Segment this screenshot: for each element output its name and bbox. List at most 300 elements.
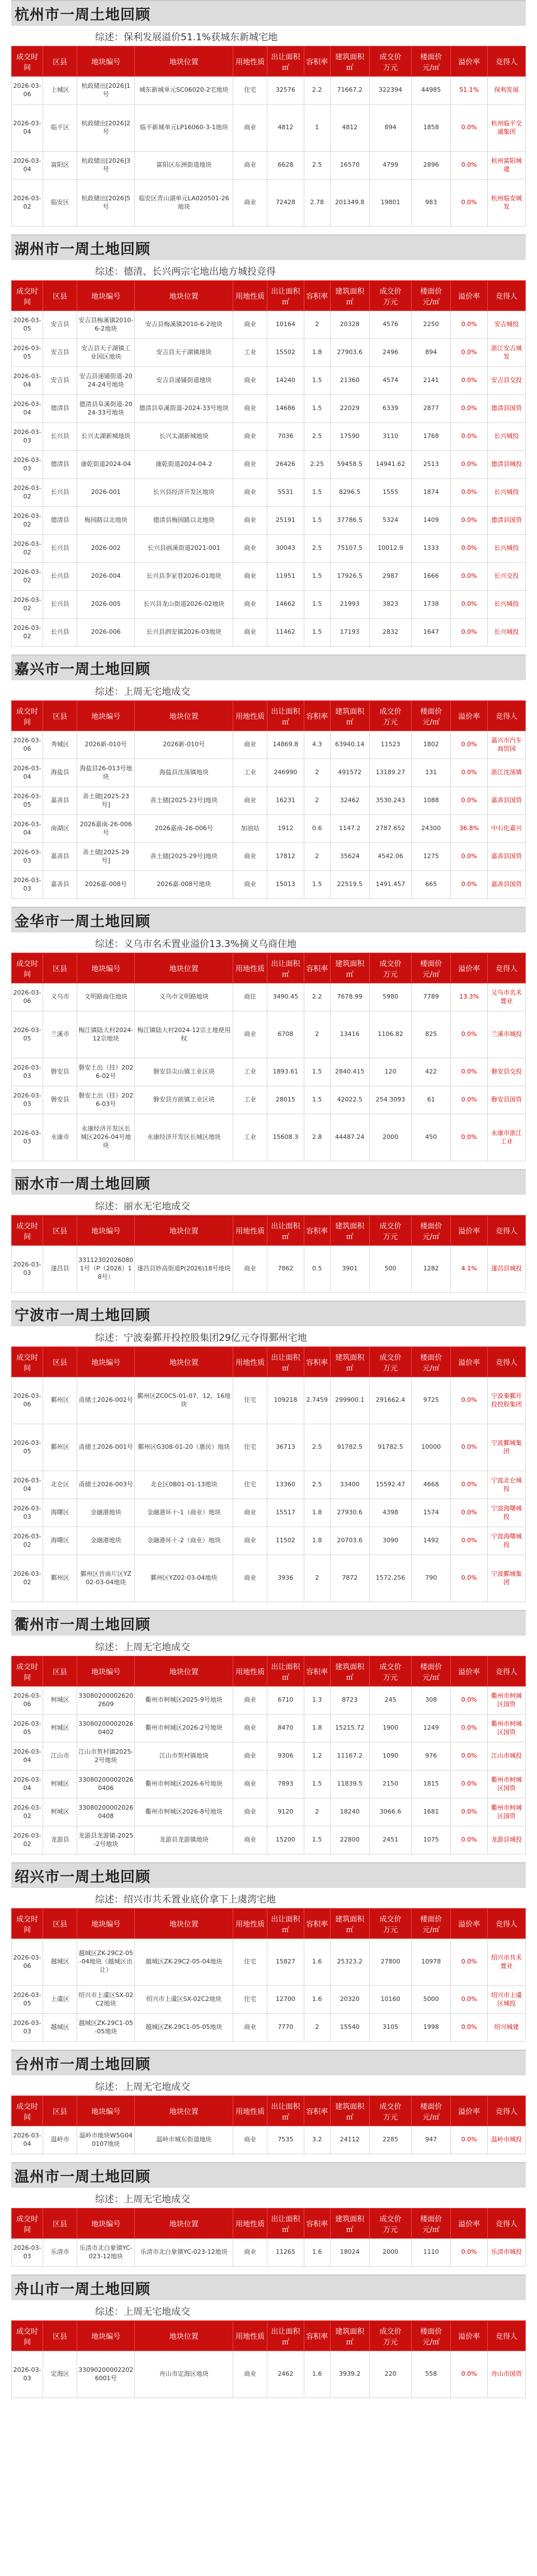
column-header: 用地性质: [233, 1909, 267, 1939]
table-cell: 11839.5: [330, 1770, 369, 1798]
column-header: 竞得人: [487, 701, 525, 731]
table-cell: 17193: [330, 619, 369, 647]
table-row: [12, 871, 526, 899]
table-row: [12, 1715, 526, 1743]
table-cell: 2026-03-03: [12, 1058, 43, 1086]
column-header: 竞得人: [487, 1216, 525, 1246]
table-cell: 工业: [233, 759, 267, 787]
table-cell: 乐清市城投: [487, 2239, 525, 2267]
column-unit: ㎡: [281, 1232, 289, 1241]
table-cell: 绍兴市上虞区SX-02C2地块: [77, 1986, 135, 2014]
table-cell: 976: [411, 1743, 450, 1770]
column-unit: 万元: [383, 2225, 398, 2234]
table-row: [12, 1770, 526, 1798]
table-cell: 59458.5: [330, 451, 369, 479]
land-table: [11, 953, 526, 1161]
table-cell: 中石化嘉兴: [487, 815, 525, 843]
column-unit: ㎡: [346, 2225, 354, 2234]
table-cell: 18240: [330, 1798, 369, 1826]
city-summary: 综述：义乌市名禾置业溢价13.3%摘义乌商住地: [95, 938, 297, 950]
table-cell: 1492: [411, 1527, 450, 1555]
table-cell: 商业: [233, 1798, 267, 1826]
table-cell: 德清县国资: [487, 507, 525, 535]
table-cell: 1.5: [304, 563, 330, 591]
table-cell: 1275: [411, 843, 450, 871]
column-header: 溢价率: [451, 46, 488, 77]
table-cell: 工业: [233, 1058, 267, 1086]
table-cell: 长兴县: [43, 619, 77, 647]
table-row: [12, 451, 526, 479]
table-cell: 长兴城投: [487, 479, 525, 507]
column-header: 区县: [43, 1347, 77, 1377]
table-row: [12, 367, 526, 395]
table-row: [12, 535, 526, 563]
table-cell: 商业: [233, 507, 267, 535]
table-cell: 商业: [233, 787, 267, 815]
table-cell: 文明路商住地块: [77, 983, 135, 1011]
column-unit: ㎡: [346, 298, 354, 307]
city-summary: 综述：保利发展溢价51.1%获城东新城宅地: [95, 31, 278, 43]
city-block: [11, 2274, 526, 2398]
table-cell: 17812: [267, 843, 304, 871]
table-cell: 0.0%: [451, 423, 488, 451]
column-header: 地块编号: [77, 2321, 135, 2351]
table-cell: 宁波北仑城投: [487, 1471, 525, 1499]
table-cell: 1681: [411, 1798, 450, 1826]
table-cell: 17590: [330, 423, 369, 451]
table-cell: 1555: [369, 479, 411, 507]
table-body: [12, 1377, 526, 1602]
table-cell: 0.0%: [451, 105, 488, 152]
table-row: [12, 77, 526, 105]
table-row: [12, 479, 526, 507]
table-header: [12, 281, 526, 311]
table-cell: 2026-002: [77, 535, 135, 563]
table-cell: 杭州临平交通集团: [487, 105, 525, 152]
column-header: 楼面价 元/㎡: [411, 2321, 450, 2351]
table-cell: 330802000020260406: [77, 1770, 135, 1798]
column-header: 出让面积 ㎡: [267, 701, 304, 731]
table-cell: 0.0%: [451, 1471, 488, 1499]
column-unit: ㎡: [281, 1673, 289, 1682]
column-header: 竞得人: [487, 1909, 525, 1939]
column-header: 成交价 万元: [369, 2208, 411, 2239]
table-cell: 246990: [267, 759, 304, 787]
table-cell: 长兴县: [43, 423, 77, 451]
table-cell: 665: [411, 871, 450, 899]
land-table: [11, 2095, 526, 2154]
table-cell: 磐安县国资: [487, 1086, 525, 1114]
column-unit: ㎡: [281, 63, 289, 72]
city-header: [11, 654, 526, 680]
table-cell: 宁波鄞城集团: [487, 1555, 525, 1602]
table-cell: 遂昌县妙高街道P(2026)18号地块: [135, 1246, 233, 1293]
table-cell: 磐安土出（挂）2026-02号: [77, 1058, 135, 1086]
table-cell: 2462: [267, 2351, 304, 2398]
city-title: 嘉兴市一周土地回顾: [15, 661, 151, 678]
table-cell: 2026-03-05: [12, 339, 43, 367]
city-summary: 综述：丽水无宅地成交: [95, 1200, 190, 1212]
table-cell: 2026-03-04: [12, 1471, 43, 1499]
table-cell: 1858: [411, 105, 450, 152]
table-cell: 1.5: [304, 591, 330, 619]
table-cell: 9120: [267, 1798, 304, 1826]
land-table: [11, 1656, 526, 1854]
table-cell: 舟山市定海区地块: [135, 2351, 233, 2398]
column-header: 建筑面积 ㎡: [330, 701, 369, 731]
table-cell: 109218: [267, 1377, 304, 1424]
table-cell: 鄞州区首南片区YZ02-03-04地块: [77, 1555, 135, 1602]
table-cell: 3939.2: [330, 2351, 369, 2398]
city-title: 衢州市一周土地回顾: [15, 1616, 151, 1633]
column-header: 溢价率: [451, 1909, 488, 1939]
table-row: [12, 759, 526, 787]
table-cell: 3066.6: [369, 1798, 411, 1826]
table-cell: 柯城区: [43, 1715, 77, 1743]
table-cell: 1075: [411, 1826, 450, 1854]
column-header: 区县: [43, 46, 77, 77]
column-header: 区县: [43, 953, 77, 983]
table-cell: 龙游县: [43, 1826, 77, 1854]
city-summary: 综述：上周无宅地成交: [95, 2081, 190, 2093]
column-unit: 万元: [383, 2113, 398, 2122]
table-cell: 2026嘉-008号: [77, 871, 135, 899]
table-cell: 14686: [267, 395, 304, 423]
table-cell: 2026-03-05: [12, 1011, 43, 1058]
table-cell: 2026-03-05: [12, 1986, 43, 2014]
table-cell: 1110: [411, 2239, 450, 2267]
table-cell: 2026-03-02: [12, 507, 43, 535]
table-cell: 长兴太湖新城地块: [77, 423, 135, 451]
column-unit: 万元: [383, 718, 398, 727]
table-cell: 义乌市: [43, 983, 77, 1011]
table-cell: 6710: [267, 1687, 304, 1715]
table-cell: 住宅: [233, 1986, 267, 2014]
column-header: 楼面价 元/㎡: [411, 1909, 450, 1939]
table-row: [12, 1499, 526, 1527]
table-cell: 1106.82: [369, 1011, 411, 1058]
table-header: [12, 2208, 526, 2239]
table-row: [12, 339, 526, 367]
table-cell: 0.0%: [451, 1377, 488, 1424]
table-cell: 18024: [330, 2239, 369, 2267]
table-cell: 1.8: [304, 1715, 330, 1743]
table-cell: 越城区ZK-29C2-05-04地块（越城区出让）: [77, 1939, 135, 1986]
table-cell: 91782.5: [330, 1424, 369, 1471]
table-cell: 1.8: [304, 1499, 330, 1527]
table-row: [12, 787, 526, 815]
table-row: [12, 2126, 526, 2154]
table-cell: 2.78: [304, 180, 330, 227]
city-title: 丽水市一周土地回顾: [15, 1175, 151, 1193]
table-cell: 72428: [267, 180, 304, 227]
table-cell: 磐安县交投: [487, 1058, 525, 1086]
table-cell: 35624: [330, 843, 369, 871]
table-cell: 10000: [411, 1424, 450, 1471]
table-cell: 遂昌县: [43, 1246, 77, 1293]
column-header: 溢价率: [451, 701, 488, 731]
table-cell: 越城区ZK-29C1-05-05地块: [77, 2014, 135, 2042]
table-cell: 5980: [369, 983, 411, 1011]
table-header: [12, 701, 526, 731]
table-cell: 德清县国资: [487, 395, 525, 423]
table-cell: 450: [411, 1114, 450, 1161]
table-cell: 2026-03-03: [12, 2239, 43, 2267]
table-cell: 894: [411, 339, 450, 367]
city-summary: 综述：绍兴市共禾置业底价拿下上虞湾宅地: [95, 1894, 276, 1905]
city-summary: 综述：上周无宅地成交: [95, 1641, 190, 1653]
table-cell: 14941.62: [369, 451, 411, 479]
column-header: 溢价率: [451, 1347, 488, 1377]
column-header: 用地性质: [233, 701, 267, 731]
table-cell: 1900: [369, 1715, 411, 1743]
table-cell: 鄞州区: [43, 1555, 77, 1602]
table-cell: 2026-03-03: [12, 2351, 43, 2398]
table-cell: 4812: [330, 105, 369, 152]
table-cell: 1333: [411, 535, 450, 563]
table-cell: 义乌市名禾置业: [487, 983, 525, 1011]
table-body: [12, 1687, 526, 1854]
table-cell: 322394: [369, 77, 411, 105]
city-block: [11, 2162, 526, 2267]
table-cell: 2026-03-03: [12, 1499, 43, 1527]
table-cell: 27930.6: [330, 1499, 369, 1527]
table-cell: 1998: [411, 2014, 450, 2042]
table-cell: 1.6: [304, 1939, 330, 1986]
city-title: 宁波市一周土地回顾: [15, 1307, 151, 1324]
table-cell: 商业: [233, 1011, 267, 1058]
table-cell: 善土储[2025-29号]地块: [135, 843, 233, 871]
table-cell: 9306: [267, 1743, 304, 1770]
table-cell: 海盐县26-013号地块: [77, 759, 135, 787]
table-cell: 住宅: [233, 1377, 267, 1424]
table-cell: 定海区: [43, 2351, 77, 2398]
table-cell: 越城区ZK-29C1-05-05地块: [135, 2014, 233, 2042]
column-header: 用地性质: [233, 46, 267, 77]
table-cell: 衢州市柯城区2026-8号地块: [135, 1798, 233, 1826]
table-cell: 0.0%: [451, 367, 488, 395]
column-header: 区县: [43, 1656, 77, 1687]
table-cell: 2.2: [304, 983, 330, 1011]
table-cell: 201349.8: [330, 180, 369, 227]
table-cell: 2026-001: [77, 479, 135, 507]
table-cell: 299900.1: [330, 1377, 369, 1424]
column-header: 地块位置: [135, 1347, 233, 1377]
column-header: 楼面价 元/㎡: [411, 281, 450, 311]
column-header: 出让面积 ㎡: [267, 281, 304, 311]
table-cell: 16231: [267, 787, 304, 815]
table-cell: 19801: [369, 180, 411, 227]
table-cell: 城东新城单元SC06020-2宅地块: [135, 77, 233, 105]
table-cell: 商业: [233, 367, 267, 395]
table-cell: 商业: [233, 1826, 267, 1854]
table-cell: 2026-03-04: [12, 759, 43, 787]
table-cell: 30043: [267, 535, 304, 563]
table-cell: 杭州富阳城建: [487, 152, 525, 180]
column-unit: 元/㎡: [422, 1925, 440, 1934]
column-header: 地块编号: [77, 1656, 135, 1687]
table-cell: 0.0%: [451, 2126, 488, 2154]
table-cell: 兰溪市: [43, 1011, 77, 1058]
table-cell: 4.1%: [451, 1246, 488, 1293]
table-cell: 0.0%: [451, 311, 488, 339]
table-cell: 长兴县泗安镇2026-03地块: [135, 619, 233, 647]
table-row: [12, 180, 526, 227]
table-cell: 德清县: [43, 395, 77, 423]
column-header: 区县: [43, 701, 77, 731]
table-cell: 2150: [369, 1770, 411, 1798]
table-cell: 13.3%: [451, 983, 488, 1011]
table-cell: 15215.72: [330, 1715, 369, 1743]
column-header: 成交价 万元: [369, 281, 411, 311]
table-cell: 商业: [233, 731, 267, 759]
table-body: [12, 731, 526, 899]
table-cell: 2: [304, 2014, 330, 2042]
table-cell: 金融港环十-2（商业）地块: [135, 1527, 233, 1555]
table-cell: 衢州市柯城区国资: [487, 1770, 525, 1798]
table-cell: 3.2: [304, 2126, 330, 2154]
table-cell: 善土储[2025-23号]地块: [135, 787, 233, 815]
column-header: 地块编号: [77, 2208, 135, 2239]
column-header: 地块位置: [135, 2096, 233, 2126]
table-cell: 63940.14: [330, 731, 369, 759]
table-cell: 2026-03-03: [12, 1114, 43, 1161]
table-cell: 3090: [369, 1527, 411, 1555]
column-header: 容积率: [304, 1656, 330, 1687]
table-cell: 1.5: [304, 619, 330, 647]
city-title: 温州市一周土地回顾: [15, 2168, 151, 2186]
column-unit: 元/㎡: [422, 718, 440, 727]
column-header: 溢价率: [451, 2096, 488, 2126]
column-header: 成交时间: [12, 953, 43, 983]
table-cell: 15013: [267, 871, 304, 899]
table-cell: 7678.99: [330, 983, 369, 1011]
column-unit: 元/㎡: [422, 298, 440, 307]
column-header: 建筑面积 ㎡: [330, 953, 369, 983]
table-cell: 浙江沈荡镇: [487, 759, 525, 787]
table-cell: 2026-03-02: [12, 479, 43, 507]
table-cell: 1.5: [304, 1086, 330, 1114]
table-body: [12, 2126, 526, 2154]
table-cell: 947: [411, 2126, 450, 2154]
table-cell: 10978: [411, 1939, 450, 1986]
table-cell: 20320: [330, 1986, 369, 2014]
column-header: 成交价 万元: [369, 2321, 411, 2351]
table-cell: 德清县城投: [487, 451, 525, 479]
column-header: 溢价率: [451, 1656, 488, 1687]
table-cell: 11502: [267, 1527, 304, 1555]
table-cell: 磐安县尖山镇工业区块: [135, 1058, 233, 1086]
table-cell: 2026-03-03: [12, 1246, 43, 1293]
column-unit: 元/㎡: [422, 1232, 440, 1241]
column-unit: 万元: [383, 1364, 398, 1373]
land-table: [11, 280, 526, 647]
table-cell: 上城区: [43, 77, 77, 105]
column-header: 建筑面积 ㎡: [330, 1656, 369, 1687]
table-cell: 3105: [369, 2014, 411, 2042]
city-block: [11, 1862, 526, 2042]
column-header: 溢价率: [451, 2208, 488, 2239]
table-cell: 长兴城投: [487, 591, 525, 619]
table-header: [12, 953, 526, 983]
table-cell: 金融港环十-1（商业）地块: [135, 1499, 233, 1527]
table-cell: 德清县梅园路以北地块: [135, 507, 233, 535]
column-header: 地块位置: [135, 953, 233, 983]
table-cell: 330802000020260402: [77, 1715, 135, 1743]
table-cell: 28015: [267, 1086, 304, 1114]
column-header: 出让面积 ㎡: [267, 1347, 304, 1377]
table-cell: 长兴太湖新城地块: [135, 423, 233, 451]
column-header: 成交价 万元: [369, 953, 411, 983]
table-cell: 1491.457: [369, 871, 411, 899]
table-cell: 4.3: [304, 731, 330, 759]
table-cell: 0.0%: [451, 1715, 488, 1743]
table-cell: 2877: [411, 395, 450, 423]
table-cell: 15517: [267, 1499, 304, 1527]
table-cell: 2026-03-04: [12, 152, 43, 180]
table-cell: 嘉善县: [43, 787, 77, 815]
table-body: [12, 1246, 526, 1293]
table-cell: 长兴城投: [487, 619, 525, 647]
table-row: [12, 1086, 526, 1114]
table-cell: 20703.6: [330, 1527, 369, 1555]
table-row: [12, 731, 526, 759]
column-unit: 元/㎡: [422, 1364, 440, 1373]
table-cell: 17926.5: [330, 563, 369, 591]
table-cell: 鄞州区G308-01-20（惠民）地块: [135, 1424, 233, 1471]
table-cell: 24300: [411, 815, 450, 843]
table-cell: 2026-03-06: [12, 1687, 43, 1715]
table-cell: 商业: [233, 2014, 267, 2042]
column-header: 用地性质: [233, 953, 267, 983]
table-cell: 0.0%: [451, 787, 488, 815]
table-cell: 2: [304, 1798, 330, 1826]
table-cell: 2026-03-04: [12, 395, 43, 423]
table-cell: 长兴县龙山街道2026-02地块: [135, 591, 233, 619]
table-cell: 2026-03-06: [12, 983, 43, 1011]
table-cell: 3110: [369, 423, 411, 451]
table-cell: 2026-03-03: [12, 1086, 43, 1114]
table-cell: 梅园路以北地块: [77, 507, 135, 535]
table-cell: 1.5: [304, 1058, 330, 1086]
column-header: 建筑面积 ㎡: [330, 2321, 369, 2351]
table-cell: 舟山市国资: [487, 2351, 525, 2398]
column-header: 竞得人: [487, 2208, 525, 2239]
table-body: [12, 77, 526, 227]
table-cell: 25323.2: [330, 1939, 369, 1986]
column-header: 出让面积 ㎡: [267, 46, 304, 77]
table-cell: 7535: [267, 2126, 304, 2154]
column-unit: ㎡: [281, 2225, 289, 2234]
table-cell: 越城区: [43, 1939, 77, 1986]
table-cell: 商业: [233, 1687, 267, 1715]
column-header: 成交时间: [12, 281, 43, 311]
table-cell: 8723: [330, 1687, 369, 1715]
table-cell: 2026-03-02: [12, 535, 43, 563]
column-header: 容积率: [304, 2321, 330, 2351]
table-cell: 宁波海曙城投: [487, 1499, 525, 1527]
column-header: 成交价 万元: [369, 1656, 411, 1687]
column-header: 建筑面积 ㎡: [330, 2208, 369, 2239]
table-cell: 0.0%: [451, 871, 488, 899]
table-cell: 2000: [369, 2239, 411, 2267]
table-cell: 善土储[2025-29号]: [77, 843, 135, 871]
column-header: 地块编号: [77, 1216, 135, 1246]
table-cell: 1.5: [304, 395, 330, 423]
table-cell: 36713: [267, 1424, 304, 1471]
table-cell: 柯城区: [43, 1798, 77, 1826]
table-cell: 331123020260801号（P（2026）18号）: [77, 1246, 135, 1293]
